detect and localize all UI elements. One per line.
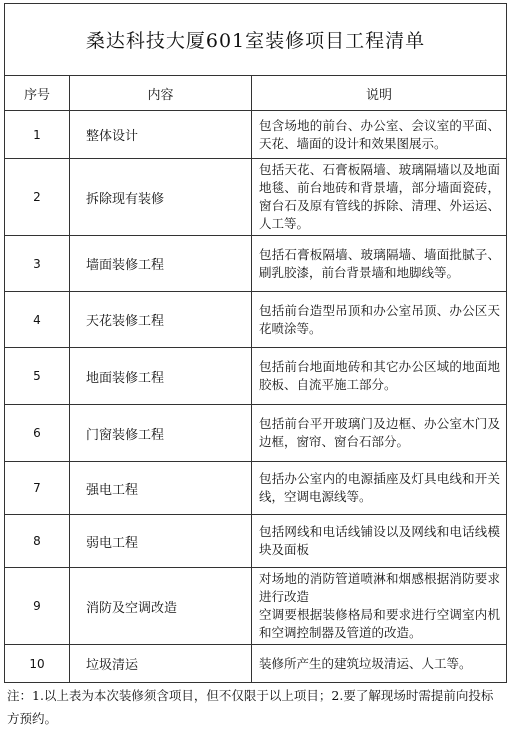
row-description [252, 236, 507, 292]
table-row [5, 568, 507, 645]
description-line: 包括前台地面地砖和其它办公区域的地面地胶板、自流平施工部分。 [259, 359, 501, 392]
row-content: 整体设计 [70, 111, 252, 159]
row-description [252, 568, 507, 645]
table-body [5, 111, 507, 683]
header-content: 内容 [70, 76, 252, 111]
table-row [5, 645, 507, 683]
row-number: 10 [5, 645, 70, 683]
row-number: 5 [5, 348, 70, 405]
table-row [5, 292, 507, 348]
description-line: 包括网线和电话线铺设以及网线和电话线模块及面板 [259, 524, 501, 557]
row-description [252, 348, 507, 405]
row-number: 9 [5, 568, 70, 645]
table-row [5, 159, 507, 236]
row-number: 1 [5, 111, 70, 159]
table-row [5, 405, 507, 462]
description-line: 包含场地的前台、办公室、会议室的平面、天花、墙面的设计和效果图展示。 [259, 117, 501, 151]
row-number: 4 [5, 292, 70, 348]
row-description [252, 159, 507, 236]
row-content: 消防及空调改造 [70, 568, 252, 645]
row-number: 7 [5, 462, 70, 515]
row-content: 弱电工程 [70, 515, 252, 568]
description-line: 对场地的消防管道喷淋和烟感根据消防要求进行改造 [259, 571, 501, 604]
row-number: 8 [5, 515, 70, 568]
row-description [252, 645, 507, 683]
row-description [252, 462, 507, 515]
header-desc: 说明 [252, 76, 507, 111]
row-number: 2 [5, 159, 70, 236]
table-row [5, 515, 507, 568]
project-table [4, 3, 507, 683]
row-description [252, 111, 507, 159]
description-line: 包括石膏板隔墙、玻璃隔墙、墙面批腻子、刷乳胶漆，前台背景墙和地脚线等。 [259, 246, 501, 280]
row-number: 3 [5, 236, 70, 292]
row-content: 垃圾清运 [70, 645, 252, 683]
table-row [5, 462, 507, 515]
row-content: 门窗装修工程 [70, 405, 252, 462]
project-list-sheet [4, 3, 506, 683]
description-line: 装修所产生的建筑垃圾清运、人工等。 [259, 655, 472, 671]
table-row [5, 111, 507, 159]
row-content: 地面装修工程 [70, 348, 252, 405]
row-description [252, 515, 507, 568]
header-no: 序号 [5, 76, 70, 111]
row-content: 强电工程 [70, 462, 252, 515]
description-line: 包括天花、石膏板隔墙、玻璃隔墙以及地面地毯、前台地砖和背景墙，部分墙面瓷砖，窗台石及原有管线的拆除、清理、外运运、人工等。 [259, 162, 501, 231]
description-line: 包括办公室内的电源插座及灯具电线和开关线，空调电源线等。 [259, 471, 501, 504]
title-row [5, 4, 507, 76]
description-line: 包括前台造型吊顶和办公室吊顶、办公区天花喷涂等。 [259, 302, 501, 336]
row-content: 天花装修工程 [70, 292, 252, 348]
page-title: 桑达科技大厦601室装修项目工程清单 [5, 4, 507, 76]
row-description [252, 405, 507, 462]
row-content: 拆除现有装修 [70, 159, 252, 236]
table-row [5, 348, 507, 405]
table-row [5, 236, 507, 292]
footnote: 注：1.以上表为本次装修须含项目，但不仅限于以上项目；2.要了解现场时需提前向投标方预约。 [7, 688, 494, 726]
row-number: 6 [5, 405, 70, 462]
description-line: 包括前台平开玻璃门及边框、办公室木门及边框，窗帘、窗台石部分。 [259, 416, 501, 449]
description-line: 空调要根据装修格局和要求进行空调室内机和空调控制器及管道的改造。 [259, 607, 501, 640]
row-description [252, 292, 507, 348]
row-content: 墙面装修工程 [70, 236, 252, 292]
header-row [5, 76, 507, 111]
